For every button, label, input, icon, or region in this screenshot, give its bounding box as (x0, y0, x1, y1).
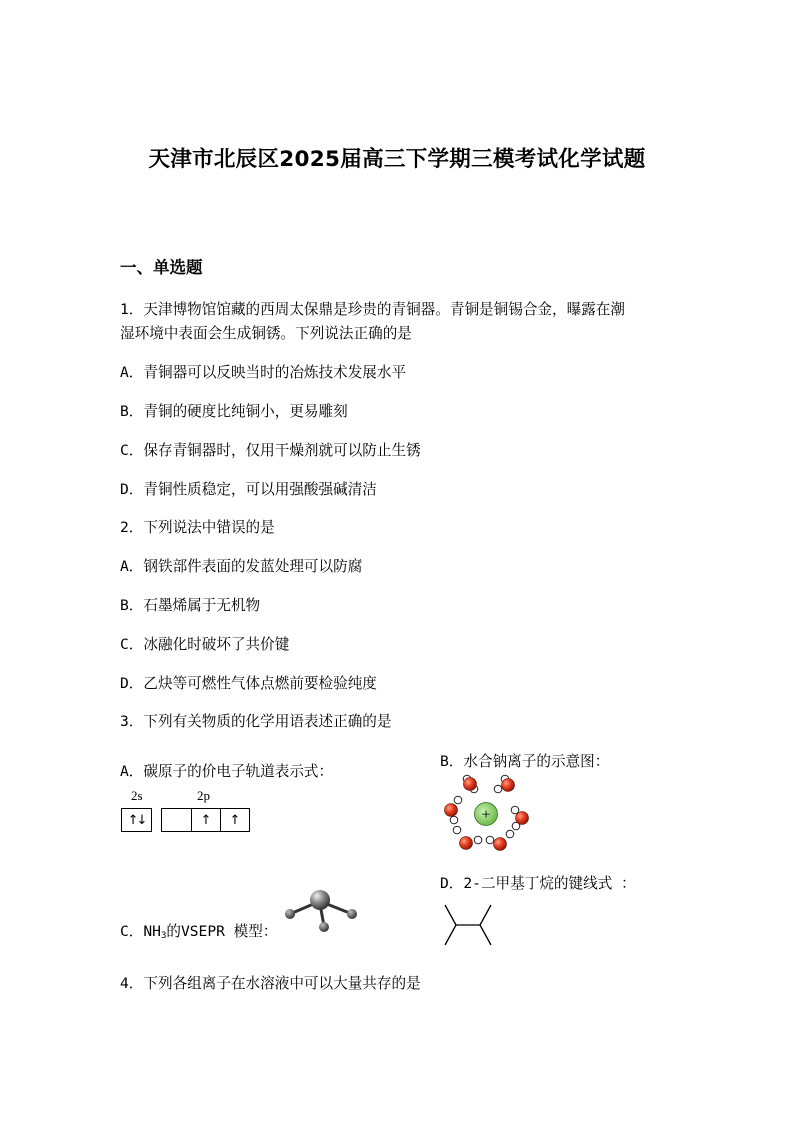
nitrogen-atom (310, 890, 330, 910)
water-molecule (494, 775, 514, 793)
question-2-option-c: C．冰融化时破坏了共价键 (120, 636, 290, 653)
question-4-stem: 4．下列各组离子在水溶液中可以大量共存的是 (120, 975, 421, 992)
orbital-2p-cell-3 (220, 809, 249, 831)
question-3-stem: 3．下列有关物质的化学用语表述正确的是 (120, 713, 392, 730)
question-2-option-d: D．乙炔等可燃性气体点燃前要检验纯度 (120, 675, 377, 692)
water-molecule (486, 830, 514, 850)
orbital-2p-box (161, 808, 250, 832)
water-molecule (445, 796, 462, 824)
question-1-stem-line2: 湿环境中表面会生成铜锈。下列说法正确的是 (120, 325, 412, 342)
orbital-2p-cell-2 (191, 809, 220, 831)
water-molecule (463, 775, 478, 793)
section-heading: 一、单选题 (120, 258, 203, 277)
orbital-2s-cell (122, 809, 151, 831)
water-molecule (453, 826, 482, 849)
orbital-diagram (121, 788, 251, 838)
orbital-2p-label: 2p (197, 788, 210, 803)
question-1-option-b: B．青铜的硬度比纯铜小，更易雕刻 (120, 403, 348, 420)
question-1-option-a: A．青铜器可以反映当时的冶炼技术发展水平 (120, 364, 407, 381)
plus-sign-icon: + (481, 806, 491, 824)
hydrogen-atom (347, 909, 357, 919)
question-3-option-b: B．水合钠离子的示意图： (440, 753, 610, 770)
hydrogen-atom (285, 909, 295, 919)
nh3-vsepr-model (282, 886, 362, 936)
option-c-suffix: 的VSEPR 模型： (166, 923, 278, 940)
water-molecule (511, 806, 528, 830)
paired-arrows-icon: ↑↓ (127, 812, 146, 828)
question-1-option-d: D．青铜性质稳定，可以用强酸强碱清洁 (120, 481, 377, 498)
skeletal-formula-diagram (440, 903, 496, 949)
up-arrow-icon: ↑ (200, 812, 212, 828)
question-3-option-c (120, 920, 277, 948)
question-1-stem-line1: 1．天津博物馆馆藏的西周太保鼎是珍贵的青铜器。青铜是铜锡合金，曝露在潮 (120, 301, 625, 318)
question-2-option-b: B．石墨烯属于无机物 (120, 597, 261, 614)
option-c-prefix: C．NH (120, 923, 161, 940)
up-arrow-icon: ↑ (229, 812, 241, 828)
sodium-ion (475, 803, 498, 826)
orbital-2s-label: 2s (131, 788, 143, 803)
option-c-subscript: 3 (160, 931, 167, 941)
hydrated-sodium-ion-diagram (440, 772, 534, 856)
question-3-option-a: A．碳原子的价电子轨道表示式： (120, 763, 334, 780)
orbital-2p-cell-1 (162, 809, 191, 831)
hydrogen-atom (319, 922, 329, 932)
question-1-option-c: C．保存青铜器时，仅用干燥剂就可以防止生锈 (120, 442, 421, 459)
question-3-option-d: D．2-二甲基丁烷的键线式 ： (440, 875, 636, 892)
skeletal-bonds (445, 905, 491, 945)
orbital-2s-box (121, 808, 152, 832)
question-2-stem: 2．下列说法中错误的是 (120, 519, 275, 536)
page-title: 天津市北辰区2025届高三下学期三模考试化学试题 (148, 147, 646, 172)
question-2-option-a: A．钢铁部件表面的发蓝处理可以防腐 (120, 558, 363, 575)
